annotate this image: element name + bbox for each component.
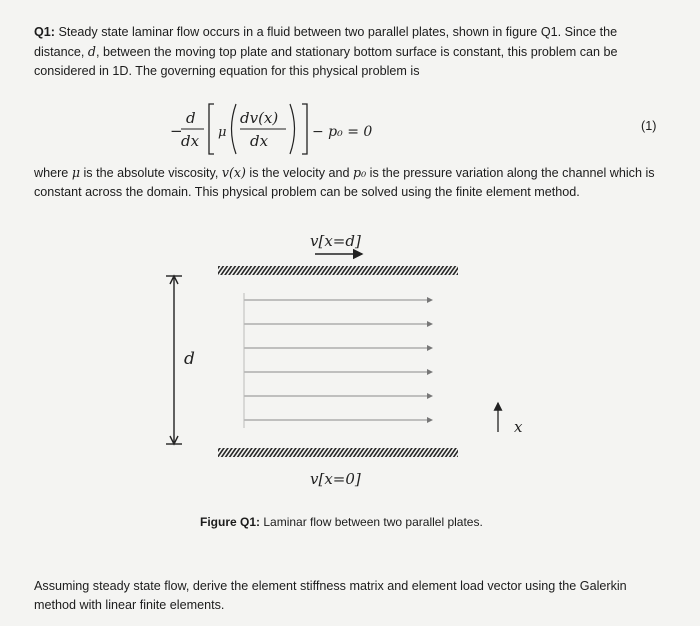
question-intro (34, 23, 670, 81)
eq-mu: μ (218, 125, 227, 140)
caption-label: Figure Q1: (200, 515, 261, 529)
question-label: Q1: (34, 25, 55, 39)
where-paragraph (34, 163, 670, 202)
eq-outer-numerator: d (186, 109, 196, 127)
where-mu-symbol: μ (71, 165, 80, 180)
distance-dimension (166, 276, 182, 444)
eq-inner-numerator: dv(x) (240, 109, 279, 127)
figure-caption (200, 515, 483, 529)
eq-right-paren (290, 104, 295, 154)
eq-left-bracket (209, 104, 214, 154)
distance-label: d (184, 349, 195, 369)
flow-profile-lines (244, 293, 432, 428)
top-velocity-label: v[x=d] (310, 232, 361, 250)
intro-part-a: Steady state laminar flow occurs in a fluid between two parallel plates, shown in figure Q1. Since the distance, (34, 25, 618, 59)
governing-equation (170, 96, 410, 158)
equation-number: (1) (641, 119, 657, 133)
x-axis-label: x (514, 418, 523, 436)
intro-part-b: , between the moving top plate and stationary bottom surface is constant, this problem can be considered in 1D. The governing equation for this physical problem is (34, 45, 618, 78)
figure-q1-diagram (160, 218, 523, 496)
bottom-velocity-label: v[x=0] (310, 470, 361, 488)
bottom-stationary-plate (218, 448, 458, 457)
eq-outer-denominator: dx (181, 132, 200, 150)
where-velocity-symbol: v(x) (221, 165, 246, 180)
eq-right-bracket (302, 104, 307, 154)
eq-minus: − (170, 122, 183, 140)
where-pressure-symbol: p₀ (353, 165, 367, 180)
caption-text: Laminar flow between two parallel plates. (260, 515, 483, 529)
top-moving-plate (218, 266, 458, 275)
eq-tail: − p₀ = 0 (312, 124, 373, 140)
task-paragraph: Assuming steady state flow, derive the element stiffness matrix and element load vector using the Galerkin method with linear finite elements. (34, 579, 627, 612)
eq-left-paren (232, 104, 237, 154)
where-part-d: is the pressure variation along the channel which is constant across the domain. This physical problem can be solved using the finite element method. (34, 166, 655, 199)
eq-inner-denominator: dx (250, 132, 269, 150)
where-part-a: where (34, 166, 72, 180)
where-part-c: is the velocity and (245, 166, 354, 180)
where-part-b: is the absolute viscosity, (80, 166, 222, 180)
distance-symbol: d (87, 44, 96, 59)
